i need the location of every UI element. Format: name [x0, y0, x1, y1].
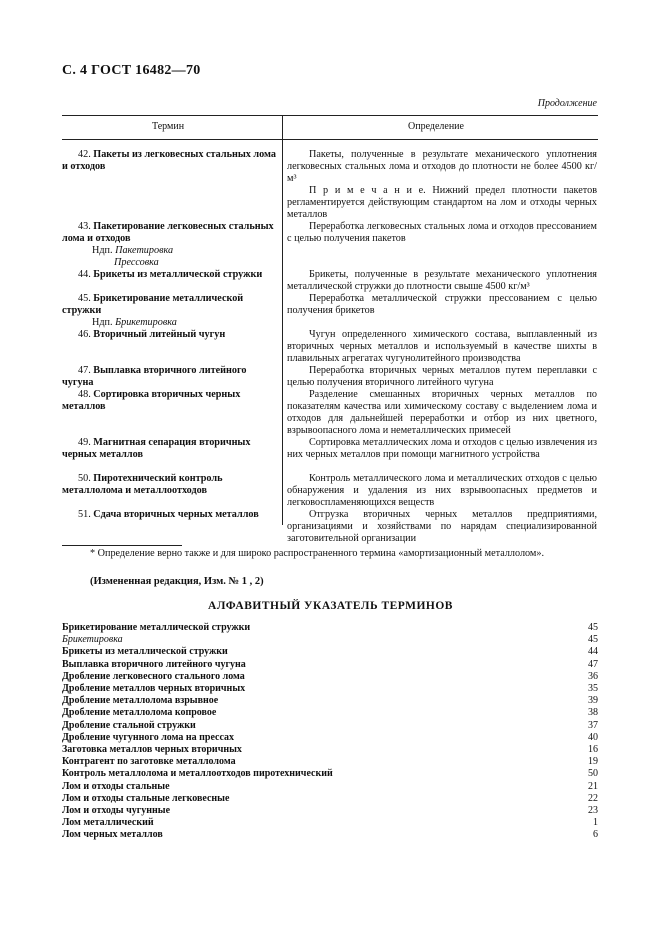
term-text: Сдача вторичных черных металлов: [93, 509, 259, 520]
definition-text: Отгрузка вторичных черных металлов предприятиями, организациями и хозяйствами по нарядам специализированной заготовительной организации: [287, 509, 597, 544]
synonym-text: Брикетировка: [115, 317, 177, 328]
term-number: 47.: [78, 365, 91, 376]
term-text: Вторичный литейный чугун: [93, 329, 226, 340]
term-48: [62, 389, 277, 413]
column-header-definition: Определение: [408, 121, 464, 132]
index-entry: Лом и отходы чугунные 23: [62, 805, 598, 817]
term-text: Пакетирование легковесных стальных лома и отходов: [62, 221, 274, 244]
term-number: 45.: [78, 293, 91, 304]
term-text: Пакеты из легковесных стальных лома и отходов: [62, 149, 277, 172]
table-header-rule: [62, 139, 598, 140]
term-number: 44.: [78, 269, 91, 280]
definition-text: Переработка металлической стружки прессованием с целью получения брикетов: [287, 293, 597, 316]
edition-note: (Измененная редакция, Изм. № 1 , 2): [90, 576, 264, 587]
term-50: [62, 473, 277, 497]
continuation-label: Продолжение: [537, 98, 597, 109]
index-entry: Выплавка вторичного литейного чугуна 47: [62, 658, 598, 670]
index-entry: Дробление металлолома копровое 38: [62, 707, 598, 719]
term-number: 43.: [78, 221, 91, 232]
term-text: Брикеты из металлической стружки: [93, 269, 263, 280]
term-43: [62, 221, 277, 269]
term-number: 42.: [78, 149, 91, 160]
definition-48: [287, 389, 597, 437]
definition-text: Разделение смешанных вторичных черных металлов по показателям качества или химическому составу с выделением лома и отходов для дальнейшей переработки и отбор из них цветного, взрывоопасного лома и неметаллических примесей: [287, 389, 597, 436]
index-entry: Дробление чугунного лома на прессах 40: [62, 731, 598, 743]
term-45: [62, 293, 277, 329]
definition-50: [287, 473, 597, 509]
term-44: [62, 269, 277, 281]
definition-note: П р и м е ч а н и е. Нижний предел плотности пакетов регламентируется действующим стандартом на лом и отходы черных металлов: [287, 185, 597, 220]
index-title: АЛФАВИТНЫЙ УКАЗАТЕЛЬ ТЕРМИНОВ: [208, 600, 453, 612]
index-entry: Лом металлический 1: [62, 817, 598, 829]
definition-text: Чугун определенного химического состава, выплавленный из вторичных черных металлов и используемый в качестве шихты в плавильных агрегатах чугунолитейного производства: [287, 329, 597, 364]
index-entry: Брикеты из металлической стружки 44: [62, 646, 598, 658]
index-entry: Дробление стальной стружки 37: [62, 719, 598, 731]
definition-44: [287, 269, 597, 293]
term-text: Пиротехнический контроль металлолома и металлоотходов: [62, 473, 223, 496]
column-header-term: Термин: [152, 121, 185, 132]
synonym-prefix: Ндп.: [92, 317, 113, 328]
synonym-text: Пакетировка: [115, 245, 174, 256]
term-text: Магнитная сепарация вторичных черных металлов: [62, 437, 251, 460]
footnote-rule: [62, 545, 182, 546]
term-46: [62, 329, 277, 341]
term-text: Брикетирование металлической стружки: [62, 293, 244, 316]
term-text: Сортировка вторичных черных металлов: [62, 389, 241, 412]
index-entry: Брикетирование металлической стружки 45: [62, 622, 598, 633]
index-entry: Лом и отходы стальные легковесные 22: [62, 792, 598, 804]
page-header: С. 4 ГОСТ 16482—70: [62, 63, 201, 78]
definition-49: [287, 437, 597, 461]
definition-47: [287, 365, 597, 389]
definition-42: [287, 149, 597, 221]
index-entry: Лом черных металлов 6: [62, 829, 598, 841]
index-entry: Дробление металлолома взрывное 39: [62, 695, 598, 707]
definition-46: [287, 329, 597, 365]
definition-text: Контроль металлического лома и металлических отходов с целью обнаружения и удаления из них взрывоопасных предметов и легковоспламеняющихся веществ: [287, 473, 597, 508]
index-entry: Контрагент по заготовке металлолома 19: [62, 756, 598, 768]
synonym-prefix: Ндп.: [92, 245, 113, 256]
index-list: [62, 622, 598, 842]
index-entry: Лом и отходы стальные 21: [62, 780, 598, 792]
definition-51: [287, 509, 597, 545]
term-47: [62, 365, 277, 389]
definition-text: Пакеты, полученные в результате механического уплотнения легковесных стальных лома и отходов до плотности не более 4500 кг/м³: [287, 149, 597, 184]
index-entry: Дробление металлов черных вторичных 35: [62, 683, 598, 695]
definition-text: Сортировка металлических лома и отходов с целью извлечения из них черных металлов при помощи магнитного устройства: [287, 437, 597, 460]
synonym-text: Прессовка: [114, 257, 159, 268]
index-entry: Контроль металлолома и металлоотходов пиротехнический 50: [62, 768, 598, 780]
index-entry: Брикетировка 45: [62, 634, 598, 646]
term-number: 49.: [78, 437, 91, 448]
term-number: 46.: [78, 329, 91, 340]
term-number: 51.: [78, 509, 91, 520]
term-49: [62, 437, 277, 461]
table-column-divider: [282, 115, 283, 525]
table-top-rule: [62, 115, 598, 116]
index-entry: Заготовка металлов черных вторичных 16: [62, 744, 598, 756]
definition-text: Брикеты, полученные в результате механического уплотнения металлической стружки до плотности свыше 4500 кг/м³: [287, 269, 597, 292]
term-number: 50.: [78, 473, 91, 484]
index-entry: Дробление легковесного стального лома 36: [62, 670, 598, 682]
term-number: 48.: [78, 389, 91, 400]
term-42: [62, 149, 277, 173]
definition-45: [287, 293, 597, 317]
term-51: [62, 509, 277, 521]
footnote: * Определение верно также и для широко распространенного термина «амортизационный металлолом».: [90, 548, 545, 559]
definition-text: Переработка легковесных стальных лома и отходов прессованием с целью получения пакетов: [287, 221, 597, 244]
definition-text: Переработка вторичных черных металлов путем переплавки с целью получения вторичного литейного чугуна: [287, 365, 597, 388]
definition-43: [287, 221, 597, 245]
term-text: Выплавка вторичного литейного чугуна: [62, 365, 247, 388]
